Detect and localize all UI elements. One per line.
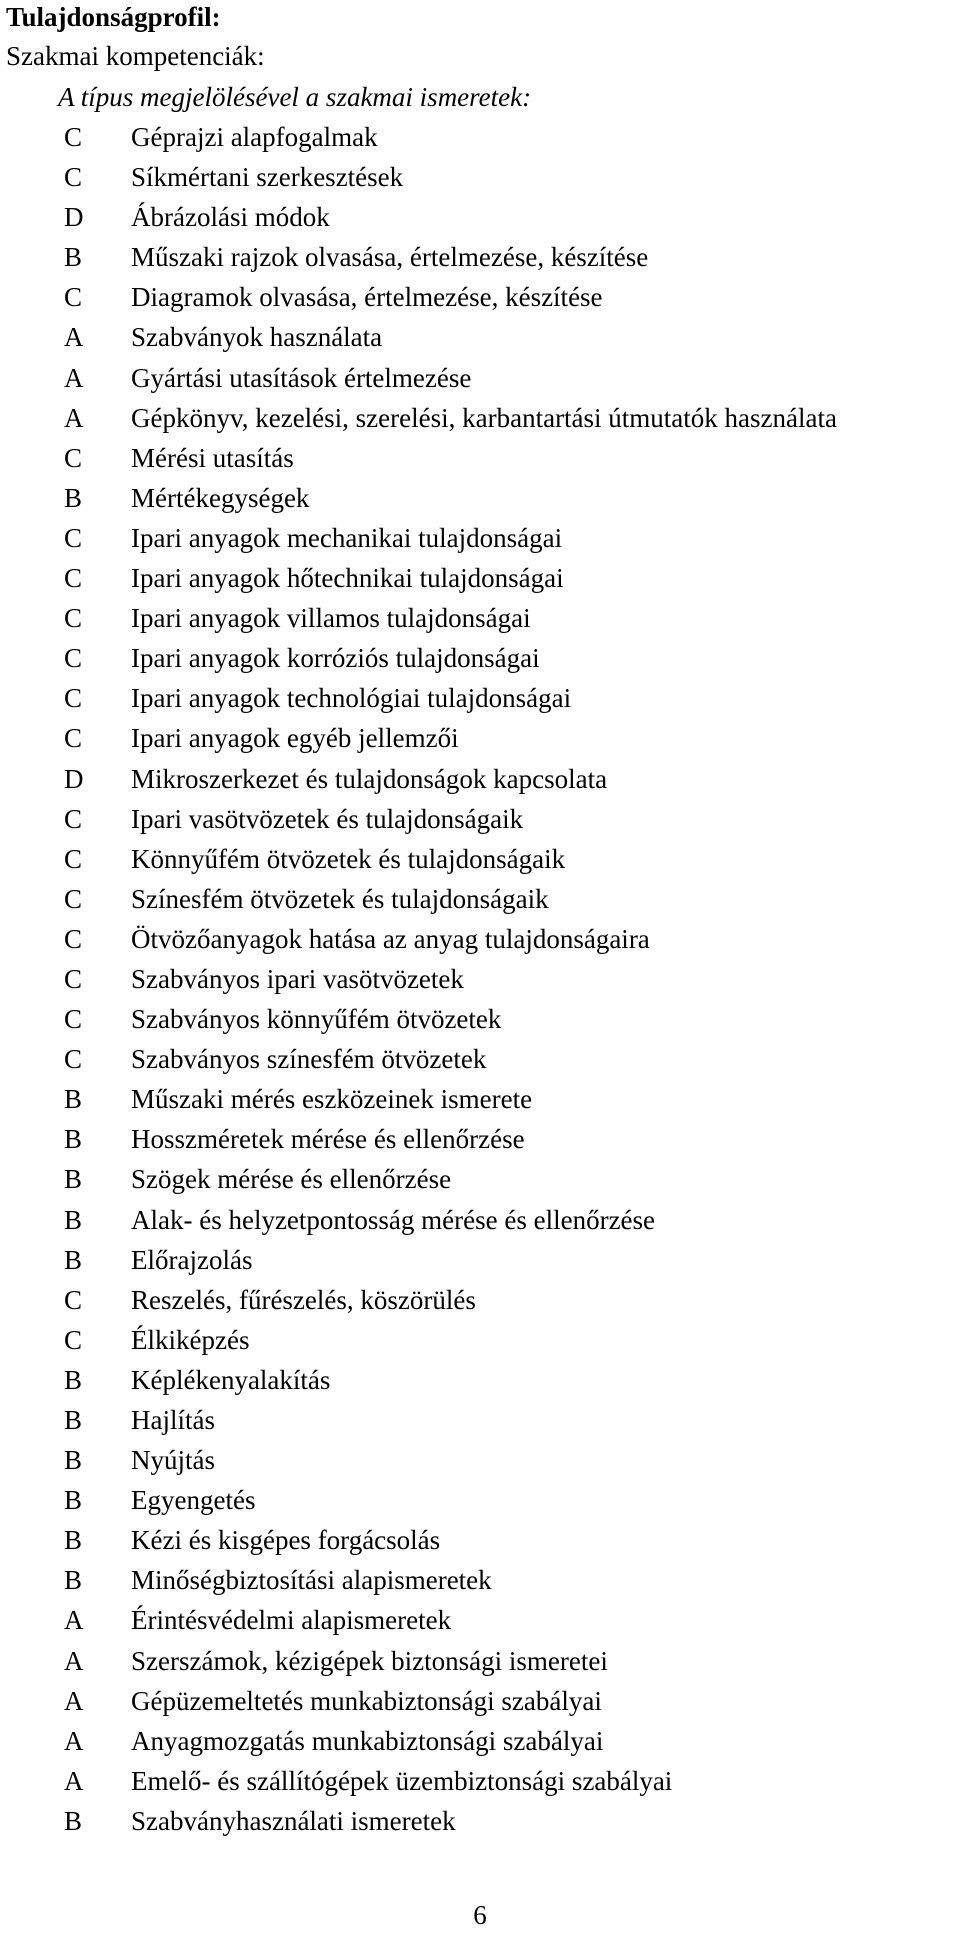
item-type-code: B (64, 1204, 83, 1235)
item-label: Ábrázolási módok (131, 202, 330, 233)
item-label: Ipari anyagok mechanikai tulajdonságai (131, 522, 563, 553)
list-item (0, 1079, 960, 1119)
item-type-code: C (64, 1324, 83, 1355)
item-label: Nyújtás (131, 1445, 215, 1476)
item-type-code: A (64, 362, 84, 393)
item-type-code: B (64, 1445, 83, 1476)
item-type-code: B (64, 482, 83, 513)
item-label: Mikroszerkezet és tulajdonságok kapcsolata (131, 763, 608, 794)
item-type-code: C (64, 282, 83, 313)
list-item (0, 358, 960, 398)
list-item (0, 1480, 960, 1520)
item-type-code: C (64, 522, 83, 553)
list-item (0, 1039, 960, 1079)
item-label: Könnyűfém ötvözetek és tulajdonságaik (131, 843, 566, 874)
item-type-code: A (64, 1605, 84, 1636)
item-label: Műszaki mérés eszközeinek ismerete (131, 1084, 533, 1115)
item-type-code: A (64, 1725, 84, 1756)
list-item (0, 1200, 960, 1240)
item-type-code: C (64, 923, 83, 954)
list-item (0, 839, 960, 879)
list-item (0, 1159, 960, 1199)
item-type-code: A (64, 1685, 84, 1716)
list-item (0, 678, 960, 718)
item-type-code: C (64, 162, 83, 193)
list-item (0, 1440, 960, 1480)
list-item (0, 1560, 960, 1600)
item-type-code: B (64, 1244, 83, 1275)
list-item (0, 1761, 960, 1801)
item-type-code: B (64, 1084, 83, 1115)
item-label: Szabványos könnyűfém ötvözetek (131, 1004, 502, 1035)
item-label: Ipari anyagok villamos tulajdonságai (131, 603, 531, 634)
list-item (0, 117, 960, 157)
item-label: Érintésvédelmi alapismeretek (131, 1605, 452, 1636)
list-item (0, 518, 960, 558)
item-label: Ötvözőanyagok hatása az anyag tulajdonságaira (131, 923, 650, 954)
list-item (0, 919, 960, 959)
item-label: Mértékegységek (131, 482, 310, 513)
item-label: Szabványos ipari vasötvözetek (131, 963, 464, 994)
item-label: Hosszméretek mérése és ellenőrzése (131, 1124, 525, 1155)
item-type-code: A (64, 1645, 84, 1676)
item-label: Ipari anyagok egyéb jellemzői (131, 723, 459, 754)
item-type-code: C (64, 1004, 83, 1035)
list-item (0, 438, 960, 478)
item-type-code: B (64, 1405, 83, 1435)
item-type-code: B (64, 1485, 83, 1516)
item-label: Hajlítás (131, 1405, 215, 1435)
item-type-code: C (64, 883, 83, 914)
item-label: Szabványok használata (131, 322, 383, 353)
item-type-code: C (64, 1044, 83, 1075)
item-label: Reszelés, fűrészelés, köszörülés (131, 1284, 476, 1315)
item-type-code: C (64, 803, 83, 834)
item-type-code: B (64, 1805, 83, 1836)
item-label: Gyártási utasítások értelmezése (131, 362, 472, 393)
list-item (0, 1721, 960, 1761)
item-label: Mérési utasítás (131, 442, 294, 473)
item-type-code: D (64, 763, 84, 794)
item-label: Szabványhasználati ismeretek (131, 1805, 456, 1836)
item-label: Műszaki rajzok olvasása, értelmezése, készítése (131, 242, 649, 273)
item-type-code: C (64, 603, 83, 634)
item-type-code: C (64, 643, 83, 674)
item-type-code: C (64, 563, 83, 594)
list-item (0, 718, 960, 758)
item-type-code: B (64, 242, 83, 273)
document-subtitle: Szakmai kompetenciák: (6, 41, 265, 71)
list-item (0, 478, 960, 518)
item-type-code: C (64, 723, 83, 754)
item-type-code: C (64, 442, 83, 473)
item-type-code: B (64, 1124, 83, 1155)
document-title: Tulajdonságprofil: (6, 2, 221, 32)
item-label: Egyengetés (131, 1485, 256, 1516)
item-label: Színesfém ötvözetek és tulajdonságaik (131, 883, 549, 914)
item-label: Anyagmozgatás munkabiztonsági szabályai (131, 1725, 604, 1756)
item-label: Szerszámok, kézigépek biztonsági ismeretei (131, 1645, 608, 1676)
item-label: Gépkönyv, kezelési, szerelési, karbantartási útmutatók használata (131, 402, 837, 433)
list-item (0, 398, 960, 438)
item-type-code: B (64, 1525, 83, 1556)
list-item (0, 759, 960, 799)
item-label: Minőségbiztosítási alapismeretek (131, 1565, 492, 1596)
item-type-code: C (64, 683, 83, 714)
page-number: 6 (473, 1900, 487, 1930)
item-label: Szögek mérése és ellenőrzése (131, 1164, 452, 1195)
list-item (0, 237, 960, 277)
item-type-code: C (64, 122, 83, 152)
item-label: Diagramok olvasása, értelmezése, készítése (131, 282, 603, 313)
item-label: Kézi és kisgépes forgácsolás (131, 1525, 441, 1556)
item-label: Szabványos színesfém ötvözetek (131, 1044, 487, 1075)
item-label: Előrajzolás (131, 1244, 253, 1275)
list-item (0, 799, 960, 839)
list-item (0, 277, 960, 317)
item-type-code: B (64, 1565, 83, 1596)
item-label: Ipari anyagok technológiai tulajdonságai (131, 683, 572, 714)
item-label: Emelő- és szállítógépek üzembiztonsági szabályai (131, 1765, 673, 1796)
item-label: Ipari anyagok hőtechnikai tulajdonságai (131, 563, 564, 594)
item-type-code: C (64, 963, 83, 994)
list-item (0, 1641, 960, 1681)
item-label: Gépüzemeltetés munkabiztonsági szabályai (131, 1685, 602, 1716)
item-type-code: C (64, 1284, 83, 1315)
item-label: Ipari anyagok korróziós tulajdonságai (131, 643, 540, 674)
list-item (0, 959, 960, 999)
list-item (0, 638, 960, 678)
item-type-code: A (64, 322, 84, 353)
item-label: Élkiképzés (131, 1324, 250, 1355)
list-item (0, 598, 960, 638)
list-item (0, 558, 960, 598)
item-label: Alak- és helyzetpontosság mérése és ellenőrzése (131, 1204, 656, 1235)
list-item (0, 1119, 960, 1159)
list-item (0, 1520, 960, 1560)
item-type-code: B (64, 1164, 83, 1195)
list-item (0, 1681, 960, 1721)
item-type-code: A (64, 1765, 84, 1796)
list-item (0, 317, 960, 357)
competency-list (0, 117, 960, 1841)
item-label: Síkmértani szerkesztések (131, 162, 404, 193)
list-item (0, 1280, 960, 1320)
item-label: Géprajzi alapfogalmak (131, 122, 378, 152)
list-item (0, 157, 960, 197)
item-label: Képlékenyalakítás (131, 1364, 331, 1395)
list-item (0, 1320, 960, 1360)
item-type-code: C (64, 843, 83, 874)
list-item (0, 1360, 960, 1400)
item-type-code: D (64, 202, 84, 233)
item-type-code: B (64, 1364, 83, 1395)
list-item (0, 879, 960, 919)
section-label: A típus megjelölésével a szakmai ismeretek: (58, 82, 532, 112)
list-item (0, 1400, 960, 1440)
list-item (0, 1600, 960, 1640)
list-item (0, 197, 960, 237)
list-item (0, 999, 960, 1039)
list-item (0, 1801, 960, 1841)
item-label: Ipari vasötvözetek és tulajdonságaik (131, 803, 524, 834)
item-type-code: A (64, 402, 84, 433)
list-item (0, 1240, 960, 1280)
